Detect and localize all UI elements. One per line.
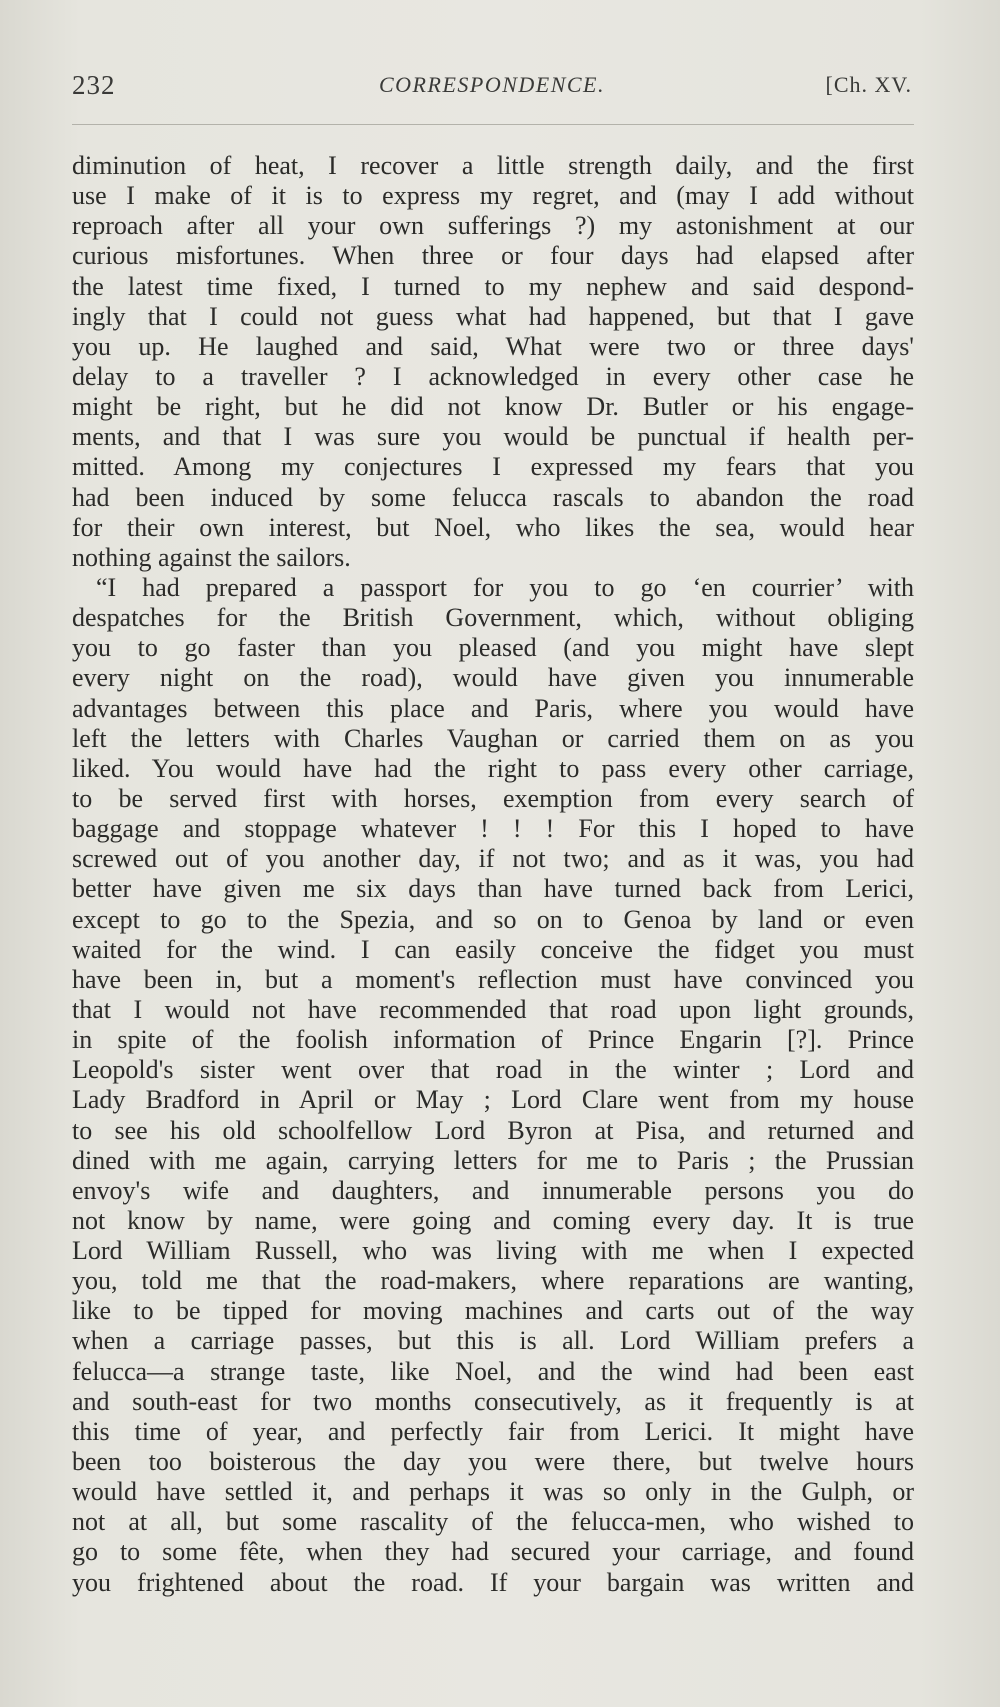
running-title: CORRESPONDENCE. <box>379 72 605 97</box>
text-line: for their own interest, but Noel, who likes the sea, would hear <box>72 512 914 542</box>
text-line: dined with me again, carrying letters for me to Paris ; the Prussian <box>72 1145 914 1175</box>
text-line: except to go to the Spezia, and so on to Genoa by land or even <box>72 904 914 934</box>
text-line: and south-east for two months consecutively, as it frequently is at <box>72 1386 914 1416</box>
text-line: waited for the wind. I can easily conceive the fidget you must <box>72 934 914 964</box>
running-head <box>72 70 912 110</box>
text-line: go to some fête, when they had secured your carriage, and found <box>72 1537 914 1567</box>
text-line: the latest time fixed, I turned to my nephew and said despond- <box>72 271 914 301</box>
text-line: delay to a traveller ? I acknowledged in every other case he <box>72 361 914 391</box>
text-line: ments, and that I was sure you would be punctual if health per- <box>72 422 914 452</box>
text-line: to be served first with horses, exemption from every search of <box>72 783 914 813</box>
text-line: curious misfortunes. When three or four days had elapsed after <box>72 241 914 271</box>
text-line: diminution of heat, I recover a little strength daily, and the first <box>72 151 914 180</box>
text-line: had been induced by some felucca rascals to abandon the road <box>72 482 914 512</box>
text-line: use I make of it is to express my regret, and (may I add without <box>72 181 914 211</box>
text-line: you frightened about the road. If your bargain was written and <box>72 1567 914 1597</box>
text-line: not know by name, were going and coming every day. It is true <box>72 1205 914 1235</box>
paragraph-end-line: nothing against the sailors. <box>72 542 351 572</box>
text-line: Lord William Russell, who was living with me when I expected <box>72 1236 914 1266</box>
text-line: ingly that I could not guess what had happened, but that I gave <box>72 301 914 331</box>
text-line: Lady Bradford in April or May ; Lord Clare went from my house <box>72 1085 914 1115</box>
text-line: when a carriage passes, but this is all. Lord William prefers a <box>72 1326 914 1356</box>
text-line: mitted. Among my conjectures I expressed my fears that you <box>72 452 914 482</box>
text-line: screwed out of you another day, if not two; and as it was, you had <box>72 844 914 874</box>
text-line: like to be tipped for moving machines and carts out of the way <box>72 1296 914 1326</box>
text-line: baggage and stoppage whatever ! ! ! For this I hoped to have <box>72 814 914 844</box>
text-line: this time of year, and perfectly fair from Lerici. It might have <box>72 1416 914 1446</box>
page-number: 232 <box>72 70 116 100</box>
paragraph-start-line: “I had prepared a passport for you to go ‘en courrier’ with <box>96 572 914 602</box>
text-line: in spite of the foolish information of Prince Engarin [?]. Prince <box>72 1025 914 1055</box>
text-line: you up. He laughed and said, What were two or three days' <box>72 331 914 361</box>
text-line: envoy's wife and daughters, and innumerable persons you do <box>72 1175 914 1205</box>
text-line: you, told me that the road-makers, where reparations are wanting, <box>72 1266 914 1296</box>
text-line: have been in, but a moment's reflection must have convinced you <box>72 964 914 994</box>
text-line: left the letters with Charles Vaughan or carried them on as you <box>72 723 914 753</box>
text-line: might be right, but he did not know Dr. Butler or his engage- <box>72 392 914 422</box>
text-line: to see his old schoolfellow Lord Byron at Pisa, and returned and <box>72 1115 914 1145</box>
text-line: not at all, but some rascality of the felucca-men, who wished to <box>72 1507 914 1537</box>
text-line: liked. You would have had the right to pass every other carriage, <box>72 753 914 783</box>
text-line: better have given me six days than have turned back from Lerici, <box>72 874 914 904</box>
text-line: that I would not have recommended that road upon light grounds, <box>72 994 914 1024</box>
text-line: you to go faster than you pleased (and you might have slept <box>72 633 914 663</box>
text-line: Leopold's sister went over that road in the winter ; Lord and <box>72 1055 914 1085</box>
text-line: been too boisterous the day you were there, but twelve hours <box>72 1447 914 1477</box>
text-line: reproach after all your own sufferings ?) my astonishment at our <box>72 211 914 241</box>
text-line: advantages between this place and Paris, where you would have <box>72 693 914 723</box>
text-line: would have settled it, and perhaps it was so only in the Gulph, or <box>72 1477 914 1507</box>
text-line: despatches for the British Government, which, without obliging <box>72 603 914 633</box>
chapter-reference: [Ch. XV. <box>825 72 912 97</box>
header-rule <box>72 124 914 125</box>
text-line: every night on the road), would have given you innumerable <box>72 663 914 693</box>
text-line: felucca—a strange taste, like Noel, and the wind had been east <box>72 1356 914 1386</box>
body-text <box>72 151 914 1598</box>
